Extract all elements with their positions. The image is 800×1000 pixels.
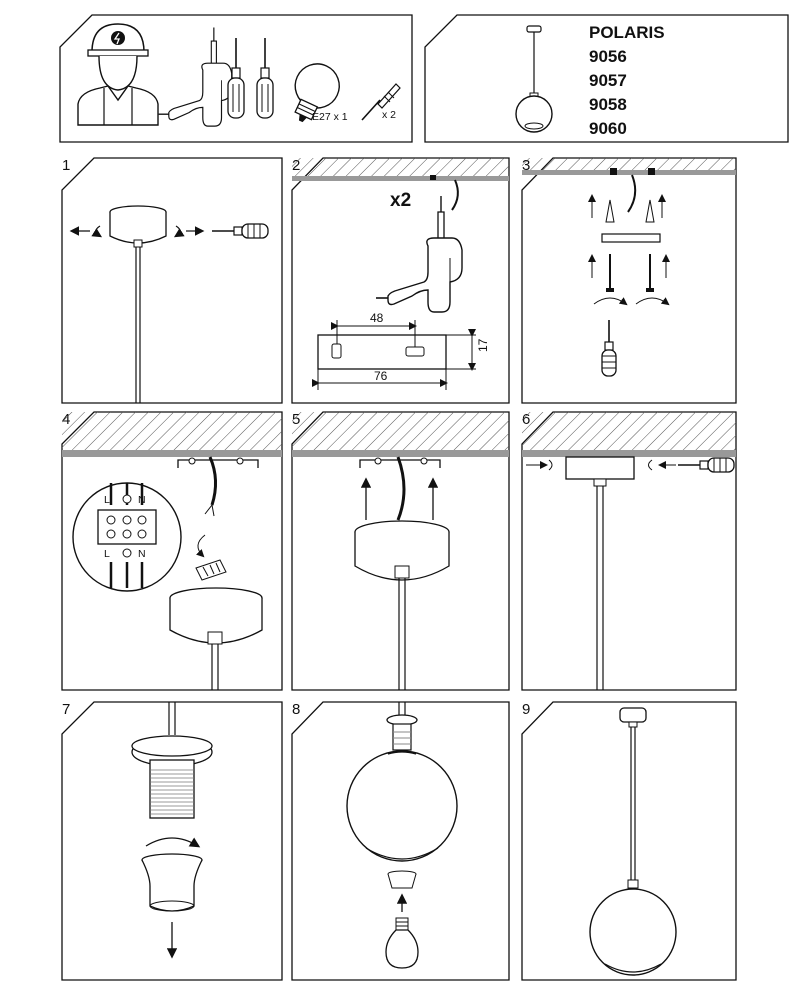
ceiling	[522, 158, 736, 170]
product-code: 9060	[589, 119, 627, 138]
tools-panel	[60, 15, 412, 142]
terminal-label: L	[104, 494, 110, 506]
terminal-block	[98, 510, 156, 544]
dimension-label: 76	[374, 369, 388, 383]
product-code: 9057	[589, 71, 627, 90]
dimension-label: 48	[370, 311, 384, 325]
step-6-panel	[522, 411, 736, 690]
product-code: 9058	[589, 95, 627, 114]
repeat-count: x2	[390, 190, 412, 211]
step-4-panel	[62, 411, 282, 690]
ceiling	[292, 412, 509, 450]
socket-ring-icon	[388, 871, 416, 888]
step-3-panel	[522, 157, 736, 403]
step-9-panel	[522, 701, 736, 980]
anchor-label: x 2	[382, 109, 397, 121]
canopy-icon	[566, 457, 634, 479]
bulb-label: E27 x 1	[312, 111, 348, 123]
dimension-label: 17	[476, 338, 490, 352]
product-code: 9056	[589, 47, 627, 66]
step-number: 1	[62, 157, 71, 174]
product-name: POLARIS	[589, 23, 665, 42]
step-2-panel	[292, 157, 509, 403]
glass-globe-icon	[347, 751, 457, 861]
step-8-panel	[292, 701, 509, 980]
ceiling	[62, 412, 282, 450]
terminal-label: N	[138, 494, 146, 506]
terminal-label: N	[138, 548, 146, 560]
ceiling-surface	[292, 176, 509, 181]
ceiling	[292, 158, 509, 176]
step-number: 9	[522, 701, 531, 718]
step-5-panel	[292, 411, 509, 690]
step-number: 8	[292, 701, 301, 718]
ceiling-surface	[522, 450, 736, 457]
terminal-label: L	[104, 548, 110, 560]
product-panel	[425, 15, 788, 142]
step-7-panel	[62, 701, 282, 980]
ceiling-surface	[522, 170, 736, 175]
wiring-diagram	[73, 483, 181, 591]
step-1-panel	[62, 157, 282, 403]
socket-ring-icon	[142, 854, 202, 911]
ceiling-surface	[62, 450, 282, 457]
mounting-bracket	[602, 234, 660, 242]
step-number: 7	[62, 701, 71, 718]
ceiling-surface	[292, 450, 509, 457]
ceiling	[522, 412, 736, 450]
